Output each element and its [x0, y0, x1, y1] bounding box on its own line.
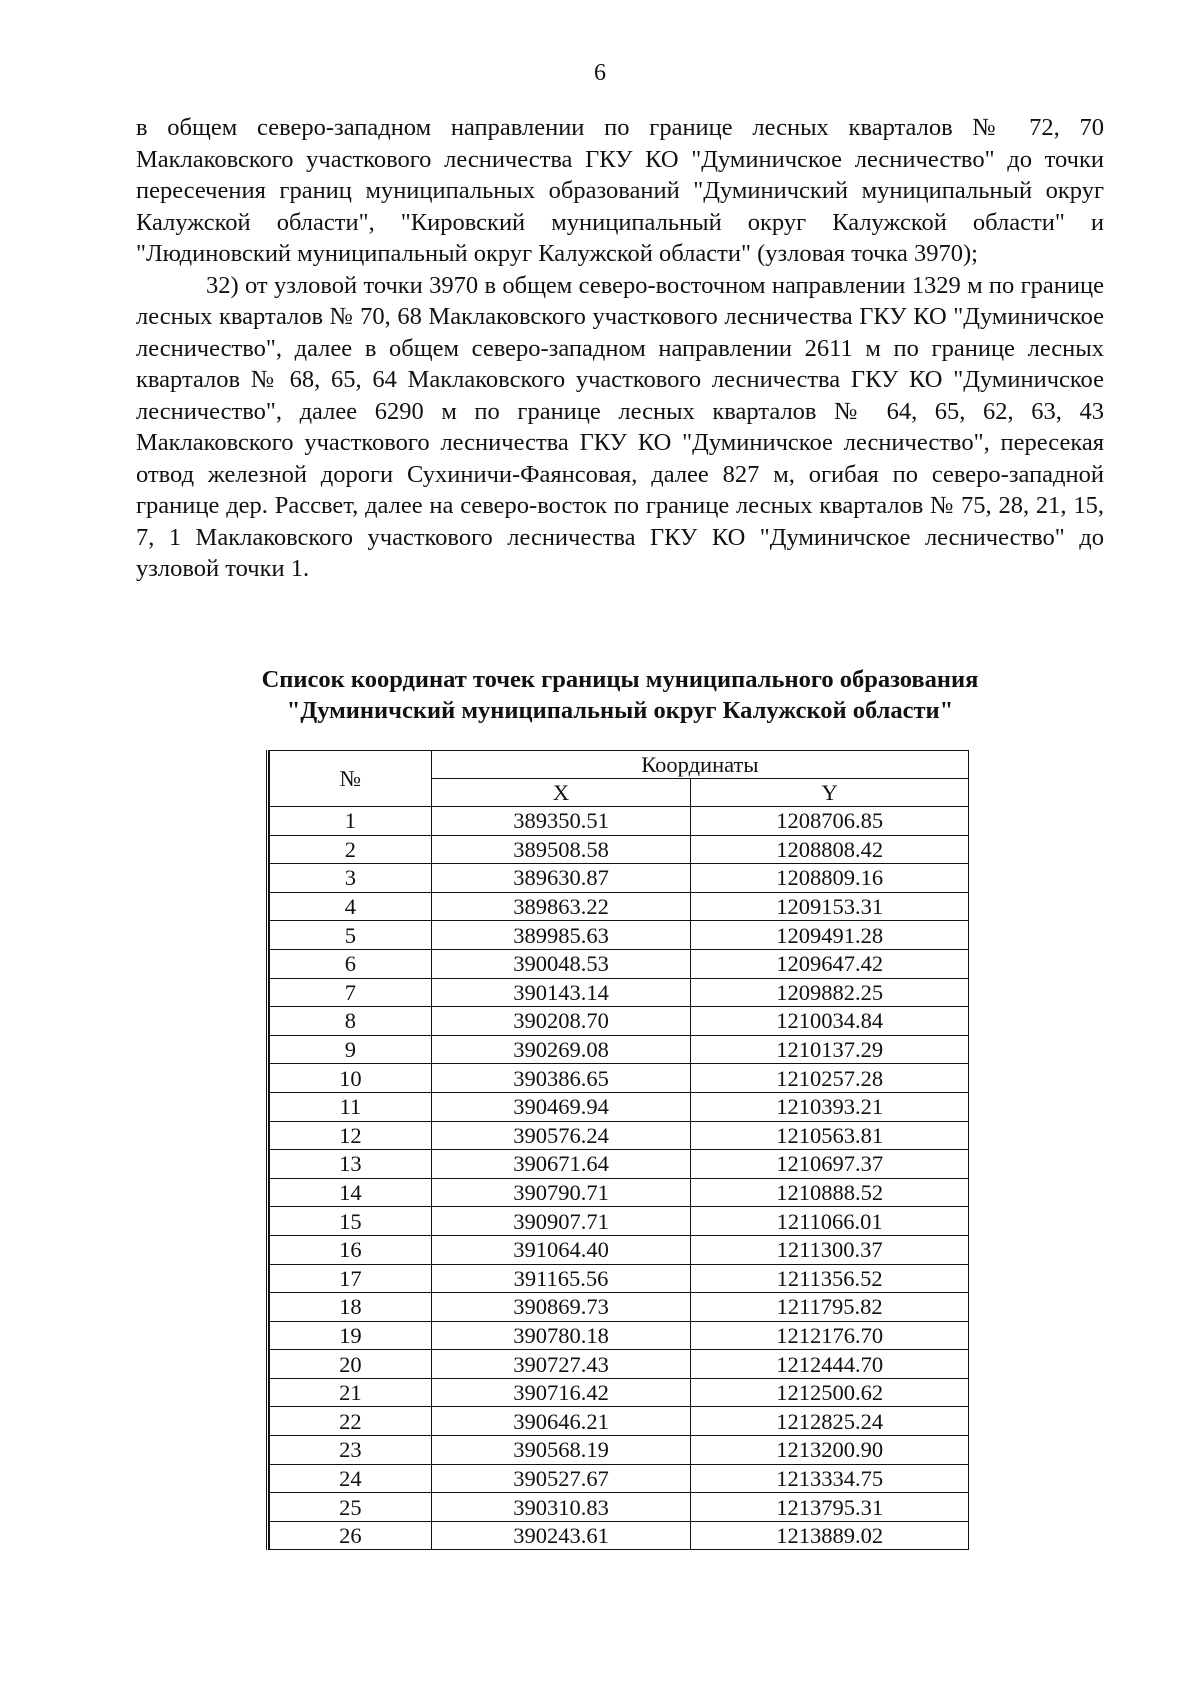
cell-number: 13: [270, 1150, 432, 1179]
table-row: [270, 1293, 969, 1322]
cell-x: 390527.67: [431, 1464, 691, 1493]
cell-y: 1208808.42: [691, 835, 969, 864]
cell-number: 21: [270, 1378, 432, 1407]
cell-x: 390727.43: [431, 1350, 691, 1379]
table-title: [136, 664, 1104, 726]
cell-y: 1210034.84: [691, 1007, 969, 1036]
cell-number: 6: [270, 949, 432, 978]
cell-x: 389630.87: [431, 864, 691, 893]
cell-x: 390469.94: [431, 1092, 691, 1121]
cell-x: 390568.19: [431, 1436, 691, 1465]
cell-y: 1211066.01: [691, 1207, 969, 1236]
table-row: [270, 1378, 969, 1407]
cell-x: 390869.73: [431, 1293, 691, 1322]
table-title-line-2: "Думиничский муниципальный округ Калужской области": [286, 697, 954, 724]
cell-x: 390243.61: [431, 1521, 691, 1550]
table-row: [270, 1521, 969, 1550]
cell-x: 390208.70: [431, 1007, 691, 1036]
body-text: [136, 112, 1104, 585]
cell-x: 390048.53: [431, 949, 691, 978]
table-row: [270, 1207, 969, 1236]
cell-number: 5: [270, 921, 432, 950]
cell-number: 8: [270, 1007, 432, 1036]
cell-number: 15: [270, 1207, 432, 1236]
cell-number: 24: [270, 1464, 432, 1493]
cell-x: 389350.51: [431, 807, 691, 836]
cell-y: 1210888.52: [691, 1178, 969, 1207]
table-row: [270, 1121, 969, 1150]
cell-y: 1209491.28: [691, 921, 969, 950]
cell-y: 1211300.37: [691, 1235, 969, 1264]
cell-number: 3: [270, 864, 432, 893]
table-title-line-1: Список координат точек границы муниципального образования: [261, 666, 979, 693]
table-row: [270, 1264, 969, 1293]
cell-x: 391165.56: [431, 1264, 691, 1293]
coordinates-table: [269, 750, 969, 1550]
cell-number: 4: [270, 892, 432, 921]
cell-y: 1210393.21: [691, 1092, 969, 1121]
cell-y: 1212176.70: [691, 1321, 969, 1350]
cell-y: 1213200.90: [691, 1436, 969, 1465]
cell-x: 390310.83: [431, 1493, 691, 1522]
table-row: [270, 1178, 969, 1207]
cell-x: 389985.63: [431, 921, 691, 950]
cell-x: 391064.40: [431, 1235, 691, 1264]
header-coordinates: Координаты: [431, 751, 968, 779]
cell-x: 390907.71: [431, 1207, 691, 1236]
cell-y: 1210137.29: [691, 1035, 969, 1064]
cell-number: 2: [270, 835, 432, 864]
cell-number: 16: [270, 1235, 432, 1264]
cell-number: 17: [270, 1264, 432, 1293]
table-row: [270, 978, 969, 1007]
table-body: [270, 807, 969, 1550]
table-row: [270, 1150, 969, 1179]
cell-number: 26: [270, 1521, 432, 1550]
cell-x: 390646.21: [431, 1407, 691, 1436]
cell-y: 1213889.02: [691, 1521, 969, 1550]
table-row: [270, 949, 969, 978]
table-row: [270, 921, 969, 950]
table-row: [270, 1350, 969, 1379]
cell-y: 1208706.85: [691, 807, 969, 836]
cell-x: 390269.08: [431, 1035, 691, 1064]
table-row: [270, 1035, 969, 1064]
table-header-row: [270, 751, 969, 779]
cell-x: 390576.24: [431, 1121, 691, 1150]
cell-x: 390716.42: [431, 1378, 691, 1407]
table-row: [270, 864, 969, 893]
table-row: [270, 807, 969, 836]
cell-number: 22: [270, 1407, 432, 1436]
paragraph-continuation: в общем северо-западном направлении по границе лесных кварталов № 72, 70 Маклаковского участкового лесничества ГКУ КО "Думиничское лесничество" до точки пересечения границ муниципальных образований "Думиничский муниципальный округ Калужской области", "Кировский муниципальный округ Калужской области" и "Людиновский муниципальный округ Калужской области" (узловая точка 3970);: [136, 114, 1104, 267]
cell-number: 12: [270, 1121, 432, 1150]
cell-number: 9: [270, 1035, 432, 1064]
cell-x: 390780.18: [431, 1321, 691, 1350]
cell-y: 1213334.75: [691, 1464, 969, 1493]
cell-number: 10: [270, 1064, 432, 1093]
cell-x: 390143.14: [431, 978, 691, 1007]
cell-number: 23: [270, 1436, 432, 1465]
table-row: [270, 1235, 969, 1264]
cell-y: 1209647.42: [691, 949, 969, 978]
cell-y: 1208809.16: [691, 864, 969, 893]
cell-number: 18: [270, 1293, 432, 1322]
cell-y: 1210257.28: [691, 1064, 969, 1093]
cell-number: 25: [270, 1493, 432, 1522]
page-number: 6: [594, 60, 606, 86]
header-y: Y: [691, 779, 969, 807]
cell-number: 14: [270, 1178, 432, 1207]
cell-y: 1212444.70: [691, 1350, 969, 1379]
cell-number: 7: [270, 978, 432, 1007]
table-row: [270, 1493, 969, 1522]
table-row: [270, 1321, 969, 1350]
cell-x: 390790.71: [431, 1178, 691, 1207]
cell-y: 1213795.31: [691, 1493, 969, 1522]
table-row: [270, 1007, 969, 1036]
table-row: [270, 1464, 969, 1493]
cell-x: 389863.22: [431, 892, 691, 921]
cell-x: 390671.64: [431, 1150, 691, 1179]
cell-y: 1212500.62: [691, 1378, 969, 1407]
cell-y: 1209882.25: [691, 978, 969, 1007]
cell-y: 1211356.52: [691, 1264, 969, 1293]
table-row: [270, 835, 969, 864]
cell-number: 20: [270, 1350, 432, 1379]
coordinates-table-wrapper: [266, 750, 973, 1550]
cell-number: 19: [270, 1321, 432, 1350]
cell-y: 1212825.24: [691, 1407, 969, 1436]
table-row: [270, 1407, 969, 1436]
table-row: [270, 1064, 969, 1093]
table-row: [270, 1436, 969, 1465]
cell-y: 1211795.82: [691, 1293, 969, 1322]
paragraph-item-32: 32) от узловой точки 3970 в общем северо-восточном направлении 1329 м по границе лесных кварталов № 70, 68 Маклаковского участкового лесничества ГКУ КО "Думиничское лесничество", далее в общем северо-западном направлении 2611 м по границе лесных кварталов № 68, 65, 64 Маклаковского участкового лесничества ГКУ КО "Думиничское лесничество", далее 6290 м по границе лесных кварталов № 64, 65, 62, 63, 43 Маклаковского участкового лесничества ГКУ КО "Думиничское лесничество", пересекая отвод железной дороги Сухиничи-Фаянсовая, далее 827 м, огибая по северо-западной границе дер. Рассвет, далее на северо-восток по границе лесных кварталов № 75, 28, 21, 15, 7, 1 Маклаковского участкового лесничества ГКУ КО "Думиничское лесничество" до узловой точки 1.: [136, 271, 1104, 582]
cell-number: 11: [270, 1092, 432, 1121]
header-x: X: [431, 779, 691, 807]
table-row: [270, 1092, 969, 1121]
cell-y: 1209153.31: [691, 892, 969, 921]
cell-x: 390386.65: [431, 1064, 691, 1093]
cell-y: 1210563.81: [691, 1121, 969, 1150]
table-row: [270, 892, 969, 921]
cell-y: 1210697.37: [691, 1150, 969, 1179]
header-number: №: [270, 751, 432, 807]
cell-number: 1: [270, 807, 432, 836]
cell-x: 389508.58: [431, 835, 691, 864]
